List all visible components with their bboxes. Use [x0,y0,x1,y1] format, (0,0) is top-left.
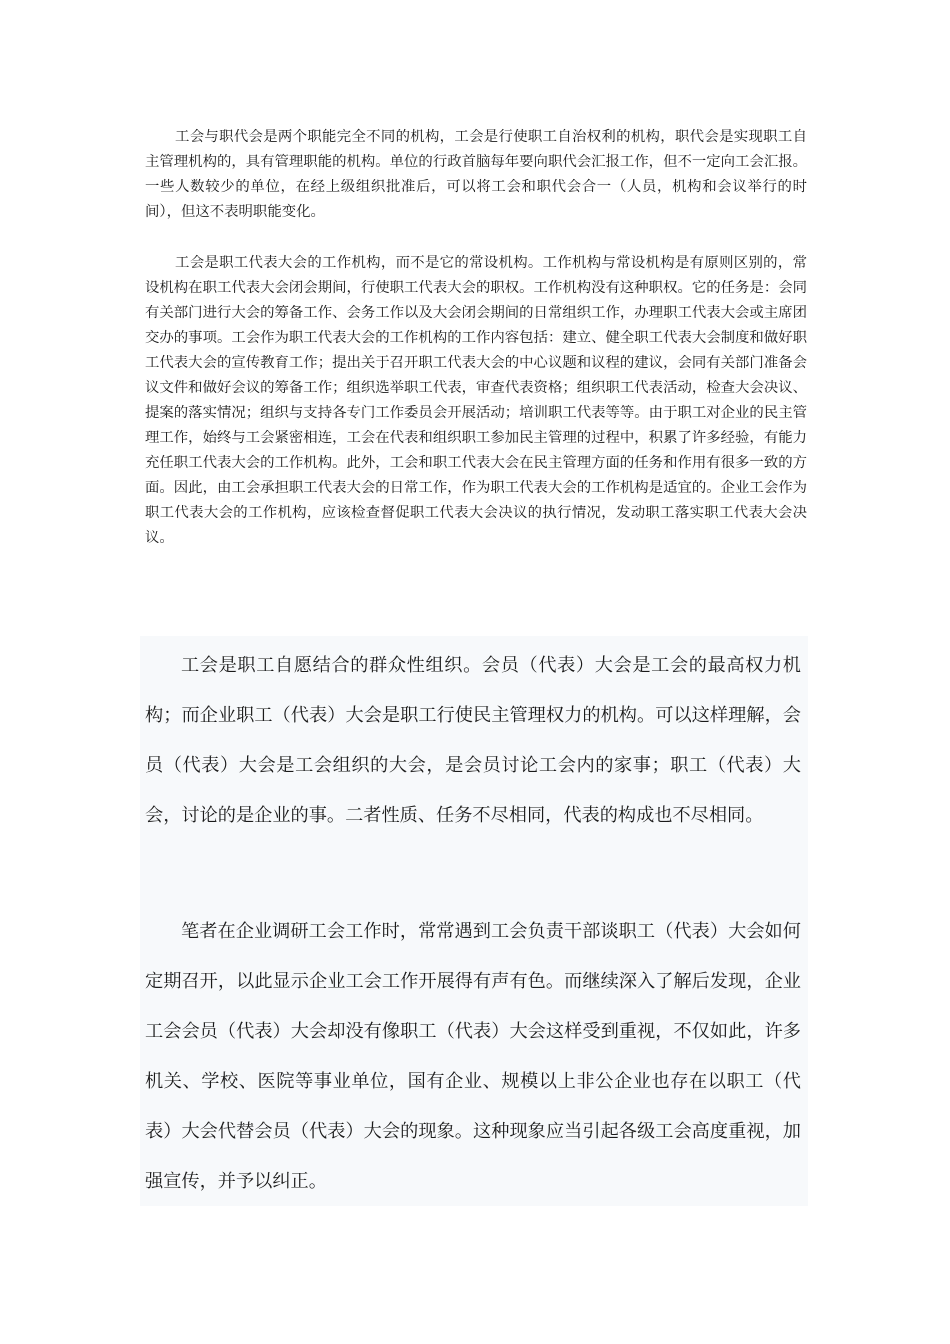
paragraph-mass-organization: 工会是职工自愿结合的群众性组织。会员（代表）大会是工会的最高权力机构；而企业职工（代表）大会是职工行使民主管理权力的机构。可以这样理解，会员（代表）大会是工会组织的大会，是会员讨论工会内的家事；职工（代表）大会，讨论的是企业的事。二者性质、任务不尽相同，代表的构成也不尽相同。 [145,655,801,826]
paragraph-working-body: 工会是职工代表大会的工作机构，而不是它的常设机构。工作机构与常设机构是有原则区别的，常设机构在职工代表大会闭会期间，行使职工代表大会的职权。工作机构没有这种职权。它的任务是：会同有关部门进行大会的筹备工作、会务工作以及大会闭会期间的日常组织工作，办理职工代表大会或主席团交办的事项。工会作为职工代表大会的工作机构的工作内容包括：建立、健全职工代表大会制度和做好职工代表大会的宣传教育工作；提出关于召开职工代表大会的中心议题和议程的建议，会同有关部门准备会议文件和做好会议的筹备工作；组织选举职工代表，审查代表资格；组织职工代表活动，检查大会决议、提案的落实情况；组织与支持各专门工作委员会开展活动；培训职工代表等等。由于职工对企业的民主管理工作，始终与工会紧密相连，工会在代表和组织职工参加民主管理的过程中，积累了许多经验，有能力充任职工代表大会的工作机构。此外，工会和职工代表大会在民主管理方面的任务和作用有很多一致的方面。因此，由工会承担职工代表大会的日常工作，作为职工代表大会的工作机构是适宜的。企业工会作为职工代表大会的工作机构，应该检查督促职工代表大会决议的执行情况，发动职工落实职工代表大会决议。 [145,255,807,546]
paragraph-research-observation: 笔者在企业调研工会工作时，常常遇到工会负责干部谈职工（代表）大会如何定期召开，以此显示企业工会工作开展得有声有色。而继续深入了解后发现，企业工会会员（代表）大会却没有像职工（代表）大会这样受到重视，不仅如此，许多机关、学校、医院等事业单位，国有企业、规模以上非公企业也存在以职工（代表）大会代替会员（代表）大会的现象。这种现象应当引起各级工会高度重视，加强宣传，并予以纠正。 [145,921,801,1192]
paragraph-union-vs-congress: 工会与职代会是两个职能完全不同的机构，工会是行使职工自治权利的机构，职代会是实现职工自主管理机构的，具有管理职能的机构。单位的行政首脑每年要向职代会汇报工作，但不一定向工会汇报。一些人数较少的单位，在经上级组织批准后，可以将工会和职代会合一（人员，机构和会议举行的时间），但这不表明职能变化。 [145,129,807,220]
